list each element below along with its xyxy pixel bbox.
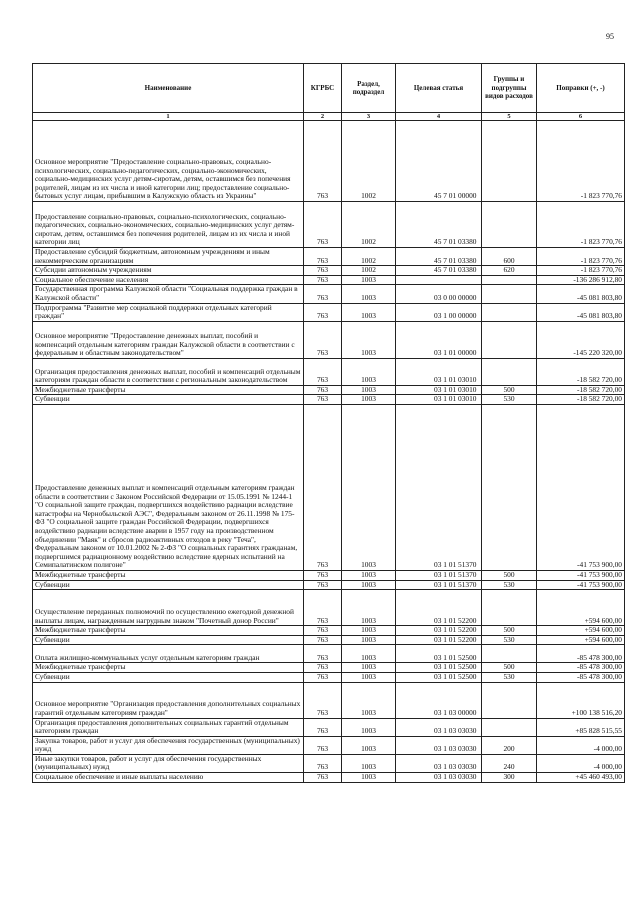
cell-kgrbs: 763: [304, 248, 342, 266]
cell-name: Подпрограмма "Развитие мер социальной поддержки отдельных категорий граждан": [33, 303, 304, 321]
cell-amendment: -145 220 320,00: [537, 321, 625, 358]
cell-kgrbs: 763: [304, 570, 342, 580]
cell-target-article: 03 1 00 00000: [396, 303, 482, 321]
cell-target-article: 03 1 01 52500: [396, 645, 482, 663]
cell-expense-group: [482, 590, 537, 626]
cell-section: 1003: [342, 682, 396, 718]
cell-kgrbs: 763: [304, 202, 342, 248]
header-section: Раздел, подраздел: [342, 64, 396, 113]
table-row: [33, 358, 625, 385]
cell-name: Основное мероприятие "Предоставление денежных выплат, пособий и компенсаций отдельным категориям граждан Калужской области в соответствии с федеральным и областным законодательством": [33, 321, 304, 358]
cell-expense-group: [482, 321, 537, 358]
cell-section: 1003: [342, 672, 396, 682]
cell-section: 1003: [342, 590, 396, 626]
cell-expense-group: 530: [482, 395, 537, 405]
cell-expense-group: 620: [482, 266, 537, 276]
cell-expense-group: [482, 404, 537, 570]
column-number: 3: [342, 113, 396, 121]
cell-amendment: -136 286 912,80: [537, 275, 625, 285]
table-row: [33, 285, 625, 303]
cell-section: 1003: [342, 385, 396, 395]
cell-target-article: 45 7 01 03380: [396, 202, 482, 248]
cell-name: Субвенции: [33, 395, 304, 405]
cell-section: 1003: [342, 285, 396, 303]
budget-amendments-table: [32, 63, 625, 783]
table-row: [33, 773, 625, 783]
cell-kgrbs: 763: [304, 682, 342, 718]
table-row: [33, 626, 625, 636]
cell-target-article: 03 1 01 52500: [396, 663, 482, 673]
cell-amendment: -1 823 770,76: [537, 202, 625, 248]
cell-amendment: -4 000,00: [537, 754, 625, 772]
cell-expense-group: [482, 303, 537, 321]
cell-kgrbs: 763: [304, 645, 342, 663]
cell-name: Социальное обеспечение населения: [33, 275, 304, 285]
cell-expense-group: 600: [482, 248, 537, 266]
cell-amendment: +594 600,00: [537, 590, 625, 626]
column-number: 1: [33, 113, 304, 121]
column-number-row: [33, 113, 625, 121]
cell-section: 1003: [342, 635, 396, 645]
cell-section: 1003: [342, 754, 396, 772]
cell-amendment: -41 753 900,00: [537, 570, 625, 580]
cell-kgrbs: 763: [304, 285, 342, 303]
cell-amendment: -1 823 770,76: [537, 248, 625, 266]
cell-name: Субсидии автономным учреждениям: [33, 266, 304, 276]
cell-amendment: +100 138 516,20: [537, 682, 625, 718]
table-row: [33, 682, 625, 718]
cell-kgrbs: 763: [304, 121, 342, 202]
cell-section: 1003: [342, 736, 396, 754]
table-row: [33, 303, 625, 321]
cell-target-article: 03 0 00 00000: [396, 285, 482, 303]
cell-expense-group: 530: [482, 635, 537, 645]
table-row: [33, 590, 625, 626]
cell-section: 1003: [342, 570, 396, 580]
cell-expense-group: 200: [482, 736, 537, 754]
cell-amendment: -4 000,00: [537, 736, 625, 754]
table-row: [33, 404, 625, 570]
cell-amendment: -45 081 803,80: [537, 303, 625, 321]
page-number: 95: [606, 32, 614, 41]
cell-kgrbs: 763: [304, 672, 342, 682]
cell-amendment: -85 478 300,00: [537, 645, 625, 663]
table-row: [33, 385, 625, 395]
cell-kgrbs: 763: [304, 736, 342, 754]
cell-amendment: -18 582 720,00: [537, 395, 625, 405]
cell-expense-group: 500: [482, 570, 537, 580]
cell-target-article: 03 1 01 51370: [396, 570, 482, 580]
cell-section: 1003: [342, 626, 396, 636]
cell-target-article: 03 1 01 03010: [396, 358, 482, 385]
cell-amendment: +85 828 515,55: [537, 718, 625, 736]
cell-name: Социальное обеспечение и иные выплаты населению: [33, 773, 304, 783]
cell-kgrbs: 763: [304, 718, 342, 736]
cell-target-article: 45 7 01 03380: [396, 266, 482, 276]
cell-amendment: -18 582 720,00: [537, 385, 625, 395]
cell-kgrbs: 763: [304, 321, 342, 358]
cell-name: Субвенции: [33, 580, 304, 590]
cell-kgrbs: 763: [304, 626, 342, 636]
header-kgrbs: КГРБС: [304, 64, 342, 113]
cell-target-article: 03 1 01 52500: [396, 672, 482, 682]
cell-amendment: -1 823 770,76: [537, 266, 625, 276]
cell-section: 1003: [342, 395, 396, 405]
cell-expense-group: 500: [482, 385, 537, 395]
cell-name: Межбюджетные трансферты: [33, 663, 304, 673]
cell-amendment: +45 460 493,00: [537, 773, 625, 783]
cell-expense-group: [482, 645, 537, 663]
table-row: [33, 672, 625, 682]
cell-amendment: -1 823 770,76: [537, 121, 625, 202]
column-number: 4: [396, 113, 482, 121]
cell-target-article: 03 1 03 03030: [396, 718, 482, 736]
cell-expense-group: [482, 121, 537, 202]
cell-name: Предоставление социально-правовых, социально-психологических, социально-педагогических, социально-экономических, социально-медицинских услуг детям-сиротам, детям, оставшимся без попечения родителей, лицам из их числа и иной категории лиц: [33, 202, 304, 248]
cell-name: Государственная программа Калужской области "Социальная поддержка граждан в Калужской области": [33, 285, 304, 303]
cell-name: Предоставление субсидий бюджетным, автономным учреждениям и иным некоммерческим организациям: [33, 248, 304, 266]
table-row: [33, 202, 625, 248]
cell-name: Организация предоставления дополнительных социальных гарантий отдельным категориям граждан: [33, 718, 304, 736]
table-row: [33, 266, 625, 276]
cell-target-article: 03 1 03 03030: [396, 773, 482, 783]
header-name: Наименование: [33, 64, 304, 113]
cell-section: 1003: [342, 321, 396, 358]
cell-expense-group: 240: [482, 754, 537, 772]
cell-amendment: -85 478 300,00: [537, 663, 625, 673]
cell-kgrbs: 763: [304, 590, 342, 626]
cell-target-article: 03 1 01 00000: [396, 321, 482, 358]
table-row: [33, 736, 625, 754]
header-amendment: Поправки (+, -): [537, 64, 625, 113]
cell-section: 1002: [342, 248, 396, 266]
cell-section: 1003: [342, 580, 396, 590]
column-number: 5: [482, 113, 537, 121]
cell-target-article: 45 7 01 03380: [396, 248, 482, 266]
cell-section: 1002: [342, 121, 396, 202]
cell-section: 1003: [342, 773, 396, 783]
cell-target-article: 03 1 03 00000: [396, 682, 482, 718]
table-row: [33, 121, 625, 202]
table-row: [33, 248, 625, 266]
cell-name: Закупка товаров, работ и услуг для обеспечения государственных (муниципальных) нужд: [33, 736, 304, 754]
cell-target-article: 03 1 01 03010: [396, 395, 482, 405]
cell-target-article: 03 1 03 03030: [396, 736, 482, 754]
table-row: [33, 580, 625, 590]
cell-kgrbs: 763: [304, 275, 342, 285]
cell-expense-group: 500: [482, 663, 537, 673]
cell-target-article: 03 1 03 03030: [396, 754, 482, 772]
cell-expense-group: 500: [482, 626, 537, 636]
cell-kgrbs: 763: [304, 358, 342, 385]
column-number: 6: [537, 113, 625, 121]
cell-expense-group: 530: [482, 580, 537, 590]
cell-kgrbs: 763: [304, 754, 342, 772]
table-row: [33, 754, 625, 772]
cell-section: 1003: [342, 645, 396, 663]
cell-amendment: -41 753 900,00: [537, 404, 625, 570]
table-row: [33, 321, 625, 358]
cell-amendment: -45 081 803,80: [537, 285, 625, 303]
cell-kgrbs: 763: [304, 385, 342, 395]
cell-kgrbs: 763: [304, 635, 342, 645]
cell-target-article: 03 1 01 51370: [396, 404, 482, 570]
cell-section: 1003: [342, 303, 396, 321]
cell-name: Организация предоставления денежных выплат, пособий и компенсаций отдельным категориям граждан области в соответствии с региональным законодательством: [33, 358, 304, 385]
header-group: Группы и подгруппы видов расходов: [482, 64, 537, 113]
cell-name: Основное мероприятие "Организация предоставления дополнительных социальных гарантий отдельным категориям граждан": [33, 682, 304, 718]
cell-name: Иные закупки товаров, работ и услуг для обеспечения государственных (муниципальных) нужд: [33, 754, 304, 772]
cell-kgrbs: 763: [304, 404, 342, 570]
cell-target-article: 03 1 01 52200: [396, 626, 482, 636]
cell-target-article: 03 1 01 03010: [396, 385, 482, 395]
cell-kgrbs: 763: [304, 663, 342, 673]
cell-amendment: -41 753 900,00: [537, 580, 625, 590]
cell-amendment: +594 600,00: [537, 635, 625, 645]
cell-section: 1002: [342, 202, 396, 248]
cell-name: Межбюджетные трансферты: [33, 570, 304, 580]
column-number: 2: [304, 113, 342, 121]
cell-section: 1003: [342, 718, 396, 736]
cell-amendment: -18 582 720,00: [537, 358, 625, 385]
cell-section: 1003: [342, 404, 396, 570]
cell-kgrbs: 763: [304, 773, 342, 783]
cell-section: 1003: [342, 358, 396, 385]
header-row: [33, 64, 625, 113]
cell-name: Предоставление денежных выплат и компенсаций отдельным категориям граждан области в соответствии с Законом Российской Федерации от 15.05.1991 № 1244-1 "О социальной защите граждан, подвергшихся воздействию радиации вследствие катастрофы на Чернобыльской АЭС", Федеральным законом от 26.11.1998 № 175-ФЗ "О социальной защите граждан Российской Федерации, подвергшихся воздействию радиации вследствие аварии в 1957 году на производственном объединении "Маяк" и сбросов радиоактивных отходов в реку "Теча", Федеральным законом от 10.01.2002 № 2-ФЗ "О социальных гарантиях гражданам, подвергшимся радиационному воздействию вследствие ядерных испытаний на Семипалатинском полигоне": [33, 404, 304, 570]
cell-kgrbs: 763: [304, 395, 342, 405]
cell-kgrbs: 763: [304, 266, 342, 276]
cell-section: 1002: [342, 266, 396, 276]
cell-name: Основное мероприятие "Предоставление социально-правовых, социально-психологических, социально-педагогических, социально-экономических, социально-медицинских услуг детям-сиротам, детям, оставшимся без попечения родителей, лицам из их числа и иной категории лиц; предоставление социально-бытовых услуг лицам, прибывшим в Калужскую область из Украины": [33, 121, 304, 202]
cell-kgrbs: 763: [304, 303, 342, 321]
cell-section: 1003: [342, 275, 396, 285]
cell-name: Субвенции: [33, 635, 304, 645]
header-target: Целевая статья: [396, 64, 482, 113]
cell-target-article: 45 7 01 00000: [396, 121, 482, 202]
table-row: [33, 395, 625, 405]
cell-kgrbs: 763: [304, 580, 342, 590]
cell-expense-group: [482, 358, 537, 385]
cell-expense-group: [482, 285, 537, 303]
cell-name: Межбюджетные трансферты: [33, 385, 304, 395]
cell-name: Осуществление переданных полномочий по осуществлению ежегодной денежной выплаты лицам, награжденным нагрудным знаком "Почетный донор России": [33, 590, 304, 626]
table-row: [33, 645, 625, 663]
cell-target-article: [396, 275, 482, 285]
table-row: [33, 663, 625, 673]
table-row: [33, 635, 625, 645]
cell-name: Межбюджетные трансферты: [33, 626, 304, 636]
cell-expense-group: [482, 275, 537, 285]
cell-name: Оплата жилищно-коммунальных услуг отдельным категориям граждан: [33, 645, 304, 663]
cell-expense-group: [482, 202, 537, 248]
table-row: [33, 275, 625, 285]
cell-expense-group: 530: [482, 672, 537, 682]
cell-target-article: 03 1 01 52200: [396, 635, 482, 645]
cell-amendment: -85 478 300,00: [537, 672, 625, 682]
cell-target-article: 03 1 01 52200: [396, 590, 482, 626]
cell-expense-group: 300: [482, 773, 537, 783]
table-row: [33, 718, 625, 736]
cell-name: Субвенции: [33, 672, 304, 682]
table-row: [33, 570, 625, 580]
cell-target-article: 03 1 01 51370: [396, 580, 482, 590]
cell-amendment: +594 600,00: [537, 626, 625, 636]
cell-expense-group: [482, 718, 537, 736]
cell-expense-group: [482, 682, 537, 718]
cell-section: 1003: [342, 663, 396, 673]
